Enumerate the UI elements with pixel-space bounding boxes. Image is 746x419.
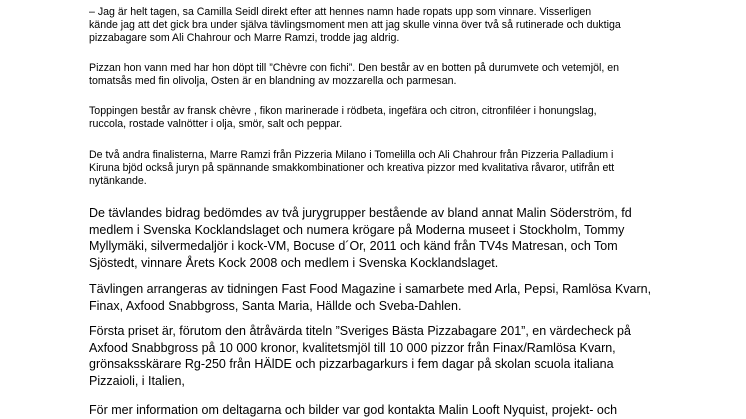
quote-paragraph: – Jag är helt tagen, sa Camilla Seidl direkt efter att hennes namn hade ropats upp som vinnare. Visserligen kände jag att det gick bra under själva tävlingsmoment men att jag skulle vinna över två så rutinerade och duktiga pizzabagare som Ali Chahrour och Marre Ramzi, trodde jag aldrig. bbox=[89, 6, 621, 44]
topping-paragraph: Toppingen består av fransk chèvre , fikon marinerade i rödbeta, ingefära och citron, citronfiléer i honungslag, ruccola, rostade valnötter i olja, smör, salt och peppar. bbox=[89, 105, 597, 130]
jury-paragraph: De tävlandes bidrag bedömdes av två jurygrupper bestående av bland annat Malin Söderström, fd medlem i Svenska Kocklandslaget och numera krögare på Moderna museet i Stockholm, Tommy Myllymäki, silvermedaljör i kock-VM, Bocuse d´Or, 2011 och känd från TV4s Matresan, och Tom Sjöstedt, vinnare Årets Kock 2008 och medlem i Svenska Kocklandslaget. bbox=[89, 206, 632, 270]
contact-paragraph: För mer information om deltagarna och bilder var god kontakta Malin Looft Nyquist, projekt- och bbox=[89, 403, 618, 417]
finalists-paragraph: De två andra finalisterna, Marre Ramzi från Pizzeria Milano i Tomelilla och Ali Chahrour från Pizzeria Palladium i Kiruna bjöd också juryn på spännande smakkombinationer och kreativa pizzor med kvalitativa råvaror, utifrån ett nytänkande. bbox=[89, 149, 615, 187]
organizers-paragraph: Tävlingen arrangeras av tidningen Fast Food Magazine i samarbete med Arla, Pepsi, Ramlösa Kvarn, Finax, Axfood Snabbgross, Santa Maria, Hällde och Sveba-Dahlen. bbox=[89, 282, 652, 313]
pizza-description-paragraph: Pizzan hon vann med har hon döpt till ”Chèvre con fichi”. Den består av en botten på durumvete och vetemjöl, en tomatsås med fin olivolja, Osten är en blandning av mozzarella och parmesan. bbox=[89, 62, 619, 87]
first-prize-paragraph: Första priset är, förutom den åtråvärda titeln ”Sveriges Bästa Pizzabagare 201”, en värdecheck på Axfood Snabbgross på 10 000 kronor, kvalitetsmjöl till 10 000 pizzor från Finax/Ramlösa Kvarn, grönsaksskärare Rg-250 från HÄlDE och pizzarbagarkurs i fem dagar på skolan scuola italiana Pizzaioli, i Italien, bbox=[89, 324, 631, 388]
